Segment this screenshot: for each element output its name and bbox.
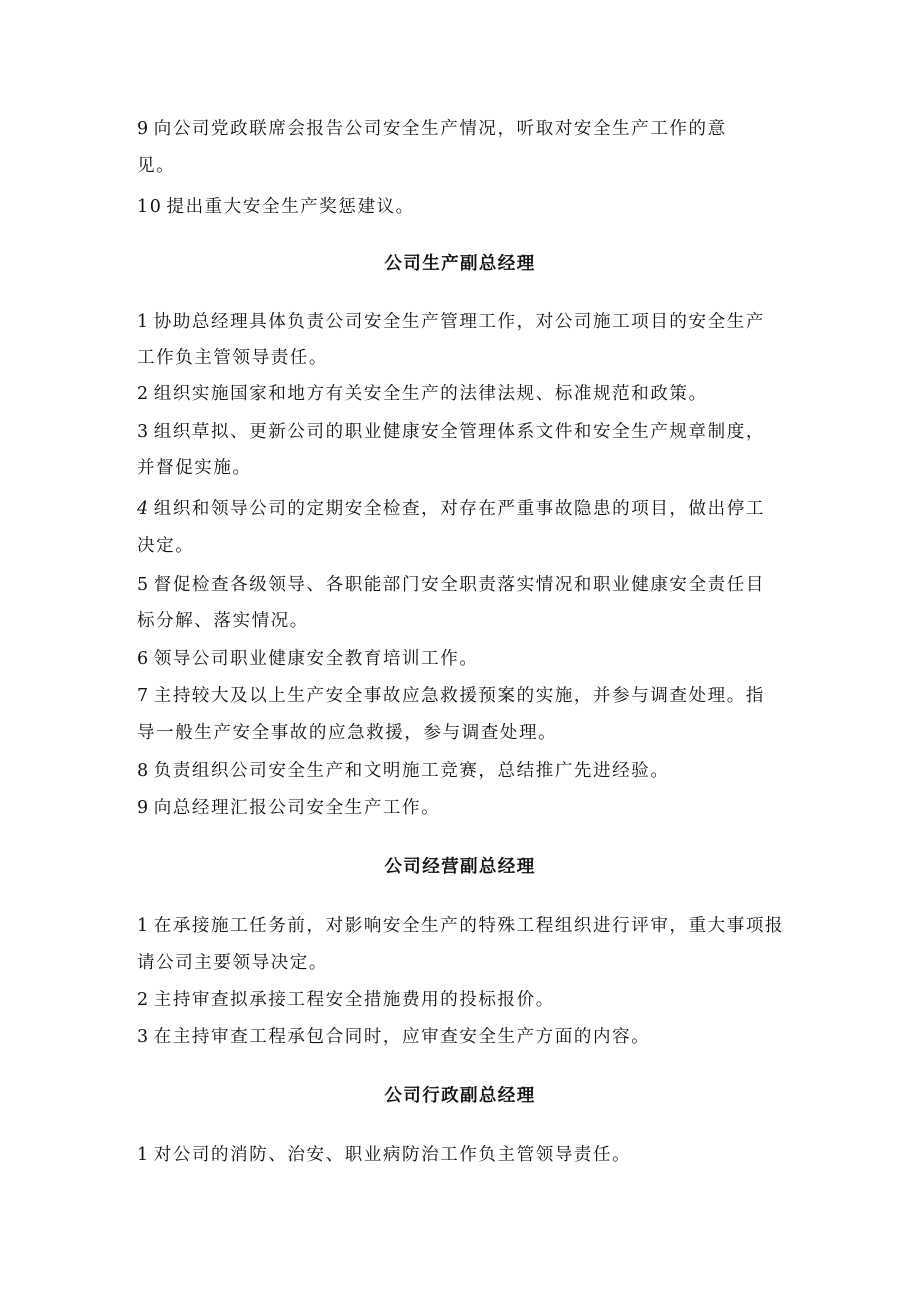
item-10-line-1	[137, 195, 415, 219]
item-text: 向总经理汇报公司安全生产工作。	[153, 798, 441, 818]
list-item-line	[137, 1025, 650, 1049]
list-item-line	[137, 759, 669, 783]
item-text: 向公司党政联席会报告公司安全生产情况，听取对安全生产工作的意	[153, 119, 727, 139]
item-number: 9	[137, 119, 150, 139]
item-number: 1	[137, 312, 150, 332]
item-number: 5	[137, 575, 150, 595]
item-9-line-1	[137, 117, 727, 141]
item-text: 组织草拟、更新公司的职业健康安全管理体系文件和安全生产规章制度，	[153, 422, 765, 442]
item-text: 对公司的消防、治安、职业病防治工作负主管领导责任。	[153, 1145, 632, 1165]
list-item-line: 标分解、落实情况。	[137, 611, 309, 631]
item-number: 3	[137, 422, 150, 442]
item-text: 协助总经理具体负责公司安全生产管理工作，对公司施工项目的安全生产	[153, 312, 765, 332]
item-number: 10	[137, 197, 163, 217]
item-number: 2	[137, 990, 150, 1010]
list-item-line: 请公司主要领导决定。	[137, 953, 328, 973]
item-number: 2	[137, 384, 150, 404]
item-number: 1	[137, 1145, 150, 1165]
list-item-line	[137, 988, 555, 1012]
list-item-line	[137, 382, 708, 406]
list-item-line: 工作负主管领导责任。	[137, 348, 328, 368]
section-heading-production: 公司生产副总经理	[384, 254, 536, 274]
item-text: 督促检查各级领导、各职能部门安全职责落实情况和职业健康安全责任目	[153, 575, 765, 595]
item-number: 9	[137, 798, 150, 818]
list-item-line	[137, 796, 440, 820]
item-text: 在主持审查工程承包合同时，应审查安全生产方面的内容。	[153, 1027, 651, 1047]
list-item-line	[137, 310, 765, 334]
item-number: 8	[137, 761, 150, 781]
list-item-line	[137, 420, 765, 444]
list-item-line	[137, 914, 784, 938]
list-item-line: 导一般生产安全事故的应急救援，参与调查处理。	[137, 723, 558, 743]
item-9-line-2: 见。	[137, 156, 176, 176]
list-item-line: 决定。	[137, 536, 195, 556]
section-heading-business: 公司经营副总经理	[384, 857, 536, 877]
item-text: 主持审查拟承接工程安全措施费用的投标报价。	[153, 990, 555, 1010]
list-item-line	[137, 1143, 631, 1167]
list-item-line	[137, 647, 478, 671]
item-number: 4	[137, 499, 150, 519]
item-text: 领导公司职业健康安全教育培训工作。	[153, 649, 479, 669]
item-text: 主持较大及以上生产安全事故应急救援预案的实施，并参与调查处理。指	[153, 686, 765, 706]
item-text: 提出重大安全生产奖惩建议。	[166, 197, 415, 217]
item-number: 7	[137, 686, 150, 706]
item-text: 组织和领导公司的定期安全检查，对存在严重事故隐患的项目，做出停工	[153, 499, 765, 519]
item-number: 1	[137, 916, 150, 936]
list-item-line	[137, 497, 765, 521]
list-item-line	[137, 573, 765, 597]
section-heading-admin: 公司行政副总经理	[384, 1086, 536, 1106]
item-number: 6	[137, 649, 150, 669]
item-text: 组织实施国家和地方有关安全生产的法律法规、标准规范和政策。	[153, 384, 708, 404]
list-item-line: 并督促实施。	[137, 458, 252, 478]
item-number: 3	[137, 1027, 150, 1047]
list-item-line	[137, 684, 765, 708]
item-text: 在承接施工任务前，对影响安全生产的特殊工程组织进行评审，重大事项报	[153, 916, 785, 936]
item-text: 负责组织公司安全生产和文明施工竞赛，总结推广先进经验。	[153, 761, 670, 781]
